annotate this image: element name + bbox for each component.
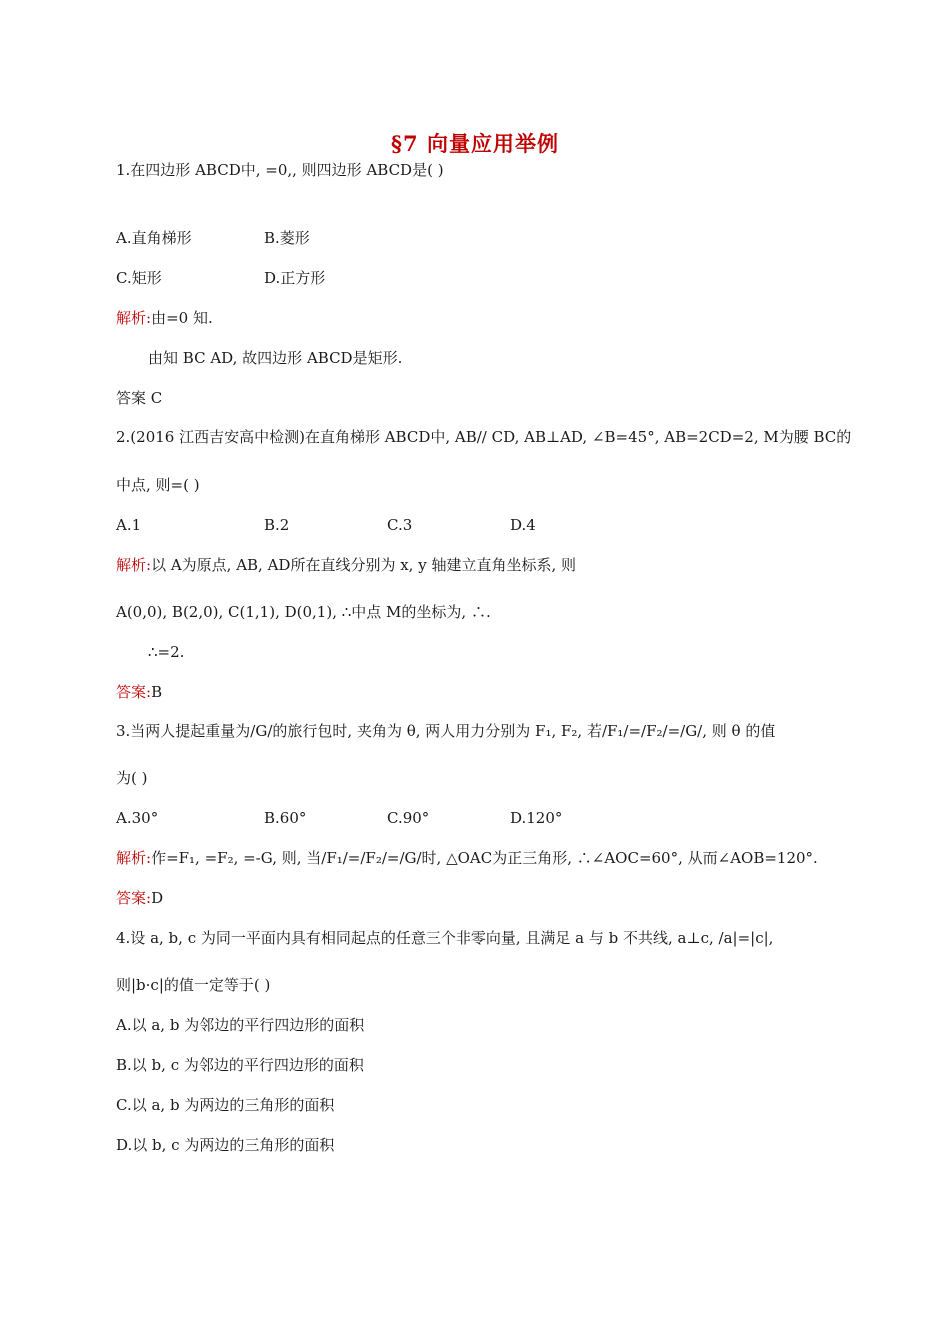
q3-answer-label: 答案:: [116, 889, 152, 907]
q2-answer-value: B: [151, 683, 163, 701]
q2-option-c: C.3: [387, 516, 413, 534]
q4-stem: 4.设 a, b, c 为同一平面内具有相同起点的任意三个非零向量, 且满足 a 与 b 不共线, a⊥c, /a|=|c|,: [116, 929, 774, 947]
q2-answer-label: 答案:: [116, 683, 152, 701]
q3-option-a: A.30°: [116, 809, 159, 827]
q1-option-c: C.矩形: [116, 269, 162, 287]
q1-jiexi-label: 解析:: [116, 309, 152, 327]
q1-answer: 答案 C: [116, 389, 163, 407]
q3-jiexi-label: 解析:: [116, 849, 152, 867]
q3-option-c: C.90°: [387, 809, 430, 827]
q3-option-d: D.120°: [510, 809, 563, 827]
q2-jiexi-label: 解析:: [116, 556, 152, 574]
q4-option-b: B.以 b, c 为邻边的平行四边形的面积: [116, 1056, 364, 1074]
q2-stem-line2: 中点, 则=( ): [116, 476, 200, 494]
page-title: §7 向量应用举例: [391, 131, 559, 156]
q3-jiexi: [116, 848, 818, 868]
q2-stem: 2.(2016 江西吉安高中检测)在直角梯形 ABCD中, AB// CD, AB⊥AD, ∠B=45°, AB=2CD=2, M为腰 BC的: [116, 428, 852, 446]
q1-options-row1: [116, 228, 310, 248]
q2-answer: [116, 682, 162, 702]
q3-stem-line2: 为( ): [116, 769, 148, 787]
q2-jiexi: [116, 555, 576, 575]
q2-options: [116, 515, 536, 535]
q2-option-a: A.1: [116, 516, 142, 534]
q1-option-d: D.正方形: [264, 269, 326, 287]
q3-option-b: B.60°: [264, 809, 307, 827]
q1-jiexi-line2: 由知 BC AD, 故四边形 ABCD是矩形.: [148, 349, 403, 367]
q4-option-c: C.以 a, b 为两边的三角形的面积: [116, 1096, 335, 1114]
q3-answer: [116, 888, 163, 908]
q4-option-d: D.以 b, c 为两边的三角形的面积: [116, 1136, 335, 1154]
q3-answer-value: D: [151, 889, 164, 907]
q2-jiexi-line3: ∴=2.: [148, 643, 185, 661]
q1-option-b: B.菱形: [264, 229, 310, 247]
q3-options: [116, 808, 562, 828]
q1-options-row2: [116, 268, 325, 288]
q3-stem: 3.当两人提起重量为/G/的旅行包时, 夹角为 θ, 两人用力分别为 F₁, F₂, 若/F₁/=/F₂/=/G/, 则 θ 的值: [116, 722, 776, 740]
q3-jiexi-line1: 作=F₁, =F₂, =-G, 则, 当/F₁/=/F₂/=/G/时, △OAC为正三角形, ∴∠AOC=60°, 从而∠AOB=120°.: [151, 849, 818, 867]
q2-option-b: B.2: [264, 516, 290, 534]
q4-stem-line2: 则|b·c|的值一定等于( ): [116, 976, 271, 994]
q4-option-a: A.以 a, b 为邻边的平行四边形的面积: [116, 1016, 365, 1034]
q1-option-a: A.直角梯形: [116, 229, 192, 247]
q1-jiexi-line1: 由=0 知.: [151, 309, 213, 327]
q1-stem: 1.在四边形 ABCD中, =0,, 则四边形 ABCD是( ): [116, 161, 444, 179]
q2-option-d: D.4: [510, 516, 536, 534]
q2-jiexi-line2: A(0,0), B(2,0), C(1,1), D(0,1), ∴中点 M的坐标为, ∴.: [116, 603, 491, 621]
q2-jiexi-line1: 以 A为原点, AB, AD所在直线分别为 x, y 轴建立直角坐标系, 则: [151, 556, 576, 574]
q1-jiexi: [116, 308, 213, 328]
